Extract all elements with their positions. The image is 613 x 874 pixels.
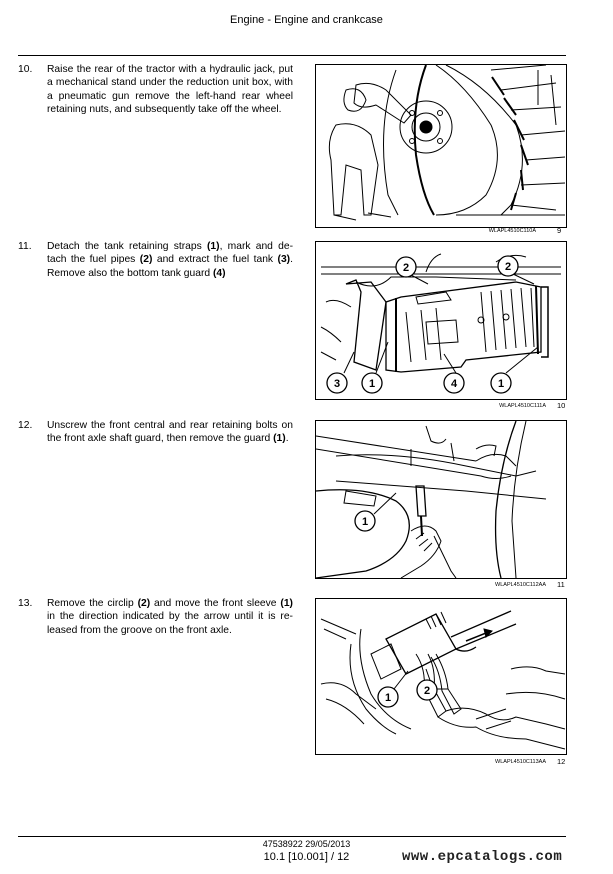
step-number: 10. xyxy=(18,64,33,75)
step-number: 13. xyxy=(18,598,33,609)
callout-label: 2 xyxy=(402,262,410,274)
figure-number: 11 xyxy=(557,580,565,589)
callout-label: 1 xyxy=(384,692,392,704)
figure-10-fuel-tank xyxy=(315,241,567,400)
figure-number: 10 xyxy=(557,401,566,410)
callout-label: 1 xyxy=(497,378,505,390)
fuel-tank-illustration xyxy=(316,242,566,399)
page-header-title: Engine - Engine and crankcase xyxy=(230,14,383,26)
step-text: Detach the tank retaining straps (1), mark and de-tach the fuel pipes (2) and extract the fuel tank (3). Remove also the bottom tank guard (4) xyxy=(47,241,294,279)
figure-11-axle-guard xyxy=(315,420,567,579)
figure-number: 12 xyxy=(557,757,566,766)
footer-rule xyxy=(18,836,566,837)
wheel-removal-illustration xyxy=(316,65,566,227)
step-text: Raise the rear of the tractor with a hydraulic jack, put a mechanical stand under the reduction unit box, with a pneumatic gun remove the left-hand rear wheel retaining nuts, and subsequently take off the wheel. xyxy=(47,64,293,115)
step-text: Remove the circlip (2) and move the front sleeve (1) in the direction indicated by the arrow until it is re-leased from the groove on the front axle. xyxy=(47,598,293,636)
step-number: 11. xyxy=(18,241,32,252)
document-reference: 47538922 29/05/2013 xyxy=(262,839,351,849)
circlip-sleeve-illustration xyxy=(316,599,566,754)
figure-code: WLAPL4510C111A xyxy=(499,403,546,409)
figure-number: 9 xyxy=(557,226,562,235)
figure-9-wheel-removal xyxy=(315,64,567,228)
figure-code: WLAPL4510C112AA xyxy=(495,582,546,588)
figure-code: WLAPL4510C113AA xyxy=(495,759,546,765)
header-rule xyxy=(18,55,566,56)
page-number: 10.1 [10.001] / 12 xyxy=(263,851,350,863)
watermark-link: www.epcatalogs.com xyxy=(402,849,563,865)
callout-label: 4 xyxy=(450,378,458,390)
callout-label: 2 xyxy=(504,261,512,273)
callout-label: 1 xyxy=(368,378,376,390)
step-text: Unscrew the front central and rear retaining bolts on the front axle shaft guard, then remove the guard (1). xyxy=(47,420,293,445)
figure-code: WLAPL4510C110A xyxy=(488,228,536,234)
step-number: 12. xyxy=(18,420,33,431)
axle-guard-illustration xyxy=(316,421,566,578)
figure-12-circlip-sleeve xyxy=(315,598,567,755)
callout-label: 3 xyxy=(333,378,341,390)
callout-label: 1 xyxy=(361,516,369,528)
callout-label: 2 xyxy=(423,685,431,697)
